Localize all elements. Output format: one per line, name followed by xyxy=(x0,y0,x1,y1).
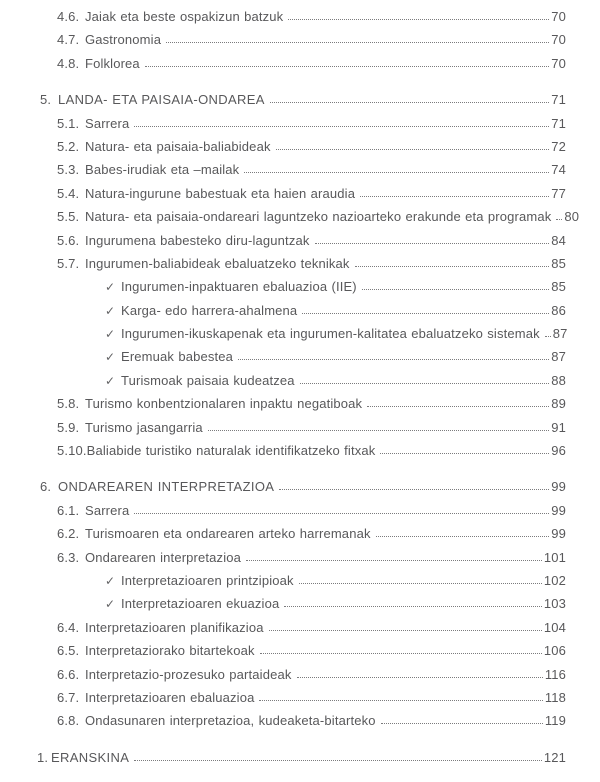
dot-leader xyxy=(367,406,549,407)
dot-leader xyxy=(315,243,550,244)
toc-entry-label: Ondasunaren interpretazioa, kudeaketa-bitarteko xyxy=(85,713,376,729)
dot-leader xyxy=(246,560,542,561)
dot-leader xyxy=(556,219,562,220)
toc-entry-page: 116 xyxy=(544,666,566,682)
toc-entry-page: 106 xyxy=(543,643,566,659)
toc-entry-number: 6. xyxy=(40,479,52,495)
checkmark-icon: ✓ xyxy=(105,573,116,588)
toc-entry[interactable] xyxy=(40,667,566,690)
dot-leader xyxy=(166,42,549,43)
toc-entry-page: 70 xyxy=(551,55,566,71)
toc-entry-page: 72 xyxy=(551,138,566,154)
toc-entry-label: Interpretazioaren ekuazioa xyxy=(121,596,280,612)
toc-entry-page: 87 xyxy=(552,326,568,342)
toc-entry-label: Interpretazio-prozesuko partaideak xyxy=(85,666,292,682)
toc-entry[interactable] xyxy=(40,32,566,55)
toc-entry[interactable] xyxy=(40,9,566,32)
dot-leader xyxy=(545,336,551,337)
dot-leader xyxy=(238,359,549,360)
toc-entry-number: 5.6. xyxy=(57,232,80,248)
toc-entry[interactable] xyxy=(40,396,566,419)
toc-entry-number: 5.4. xyxy=(57,185,80,201)
toc-entry-page: 99 xyxy=(551,502,566,518)
toc-entry-label: Jaiak eta beste ospakizun batzuk xyxy=(85,9,284,24)
toc-entry-number: 5.7. xyxy=(57,255,80,271)
dot-leader xyxy=(297,677,543,678)
toc-entry-number: 4.8. xyxy=(57,55,80,71)
checkmark-icon: ✓ xyxy=(105,373,116,388)
toc-entry-page: 74 xyxy=(551,162,566,178)
toc-list xyxy=(37,9,580,773)
toc-entry[interactable] xyxy=(40,116,566,139)
toc-entry-label: ERANSKINA xyxy=(51,749,130,765)
toc-entry-number: 5.1. xyxy=(57,115,80,131)
toc-entry[interactable] xyxy=(40,373,566,396)
toc-entry-number: 5.8. xyxy=(57,396,80,412)
dot-leader xyxy=(300,383,550,384)
toc-entry[interactable] xyxy=(40,139,566,162)
toc-entry-page: 70 xyxy=(551,32,566,48)
checkmark-icon: ✓ xyxy=(105,350,116,365)
toc-entry-page: 89 xyxy=(551,396,566,412)
dot-leader xyxy=(260,653,542,654)
toc-entry-label: Gastronomia xyxy=(85,32,162,48)
toc-entry-page: 102 xyxy=(543,572,566,588)
toc-entry-page: 121 xyxy=(543,749,566,765)
toc-entry-number: 1. xyxy=(37,749,49,765)
dot-leader xyxy=(360,196,549,197)
toc-entry-page: 99 xyxy=(551,526,566,542)
toc-entry[interactable] xyxy=(40,573,566,596)
toc-entry-page: 85 xyxy=(551,255,566,271)
toc-entry-label: Ingurumen-inpaktuaren ebaluazioa (IIE) xyxy=(121,279,357,295)
toc-entry[interactable] xyxy=(40,209,580,232)
toc-entry-page: 101 xyxy=(543,549,566,565)
toc-entry-label: Interpretazioaren ebaluazioa xyxy=(85,689,255,705)
dot-leader xyxy=(288,19,549,20)
toc-entry[interactable] xyxy=(40,420,566,443)
dot-leader xyxy=(134,126,549,127)
toc-entry-label: Natura- eta paisaia-baliabideak xyxy=(85,138,271,154)
toc-entry-number: 5.3. xyxy=(57,162,80,178)
toc-entry[interactable] xyxy=(40,503,566,526)
toc-entry[interactable] xyxy=(40,690,566,713)
toc-entry-label: Ingurumena babesteko diru-laguntzak xyxy=(85,232,310,248)
toc-entry-label: Karga- edo harrera-ahalmena xyxy=(121,302,298,318)
dot-leader xyxy=(259,700,542,701)
toc-entry[interactable] xyxy=(40,550,566,573)
toc-entry-label: Interpretazioaren planifikazioa xyxy=(85,619,264,635)
toc-entry-label: Natura- eta paisaia-ondareari laguntzeko nazioarteko erakunde eta programak xyxy=(85,209,552,225)
dot-leader xyxy=(270,102,549,103)
dot-leader xyxy=(208,430,549,431)
dot-leader xyxy=(302,313,549,314)
toc-entry-page: 71 xyxy=(551,92,566,108)
toc-entry[interactable] xyxy=(40,233,566,256)
toc-entry-label: Ingurumen-baliabideak ebaluatzeko teknikak xyxy=(85,255,350,271)
toc-entry[interactable] xyxy=(40,479,566,502)
dot-leader xyxy=(362,289,549,290)
toc-entry-page: 118 xyxy=(544,689,566,705)
dot-leader xyxy=(276,149,550,150)
toc-entry-number: 6.3. xyxy=(57,549,80,565)
toc-entry-label: Natura-ingurune babestuak eta haien araudia xyxy=(85,185,356,201)
toc-entry-page: 88 xyxy=(551,372,566,388)
toc-entry-page: 80 xyxy=(564,209,580,225)
toc-entry-page: 84 xyxy=(551,232,566,248)
toc-entry[interactable] xyxy=(40,256,566,279)
toc-entry[interactable] xyxy=(37,750,566,773)
toc-entry-page: 87 xyxy=(551,349,566,365)
dot-leader xyxy=(145,66,549,67)
toc-entry-label: Folklorea xyxy=(85,55,140,71)
dot-leader xyxy=(134,760,542,761)
checkmark-icon: ✓ xyxy=(105,327,116,342)
toc-entry-label: Ingurumen-ikuskapenak eta ingurumen-kalitatea ebaluatzeko sistemak xyxy=(121,326,540,342)
toc-entry[interactable] xyxy=(40,186,566,209)
dot-leader xyxy=(355,266,550,267)
toc-entry-number: 5.2. xyxy=(57,138,80,154)
toc-entry-label: Baliabide turistiko naturalak identifikatzeko fitxak xyxy=(86,443,376,459)
toc-entry[interactable] xyxy=(40,526,566,549)
toc-entry-label: Interpretazioaren printzipioak xyxy=(121,572,294,588)
toc-entry-page: 119 xyxy=(544,713,566,729)
toc-entry-label: LANDA- ETA PAISAIA-ONDAREA xyxy=(58,92,265,108)
toc-entry[interactable] xyxy=(40,326,566,349)
toc-entry-page: 104 xyxy=(543,619,566,635)
dot-leader xyxy=(380,453,549,454)
toc-entry-number: 6.4. xyxy=(57,619,80,635)
toc-entry-label: Sarrera xyxy=(85,502,130,518)
toc-entry-number: 6.7. xyxy=(57,689,80,705)
dot-leader xyxy=(134,513,549,514)
toc-entry-page: 86 xyxy=(551,302,566,318)
dot-leader xyxy=(269,630,542,631)
toc-entry-label: Ondarearen interpretazioa xyxy=(85,549,242,565)
checkmark-icon: ✓ xyxy=(105,280,116,295)
dot-leader xyxy=(244,172,549,173)
toc-entry[interactable] xyxy=(40,279,566,302)
toc-entry-label: Turismo konbentzionalaren inpaktu negatiboak xyxy=(85,396,363,412)
toc-entry-number: 6.8. xyxy=(57,713,80,729)
toc-entry-label: Eremuak babestea xyxy=(121,349,234,365)
toc-entry-page: 70 xyxy=(551,9,566,24)
toc-entry-page: 77 xyxy=(551,185,566,201)
toc-entry[interactable] xyxy=(40,92,566,115)
toc-entry-page: 85 xyxy=(551,279,566,295)
toc-entry-page: 103 xyxy=(543,596,566,612)
toc-entry-page: 91 xyxy=(551,419,566,435)
dot-leader xyxy=(299,583,542,584)
toc-entry[interactable] xyxy=(40,596,566,619)
dot-leader xyxy=(381,723,543,724)
toc-entry[interactable] xyxy=(40,56,566,79)
toc-entry-number: 5.9. xyxy=(57,419,80,435)
dot-leader xyxy=(279,489,549,490)
toc-entry[interactable] xyxy=(40,303,566,326)
toc-entry-page: 99 xyxy=(551,479,566,495)
toc-entry[interactable] xyxy=(40,443,566,466)
dot-leader xyxy=(376,536,550,537)
toc-entry-label: ONDAREAREN INTERPRETAZIOA xyxy=(58,479,275,495)
toc-entry-number: 4.7. xyxy=(57,32,80,48)
toc-entry-number: 5.10. xyxy=(57,443,87,459)
checkmark-icon: ✓ xyxy=(105,597,116,612)
toc-entry-number: 4.6. xyxy=(57,9,80,24)
toc-entry-number: 5. xyxy=(40,92,52,108)
toc-entry-page: 96 xyxy=(551,443,566,459)
toc-entry[interactable] xyxy=(40,162,566,185)
toc-entry-label: Turismoaren eta ondarearen arteko harremanak xyxy=(85,526,371,542)
toc-entry[interactable] xyxy=(40,713,566,736)
toc-entry-label: Turismo jasangarria xyxy=(85,419,203,435)
toc-entry-number: 6.2. xyxy=(57,526,80,542)
toc-entry-number: 6.5. xyxy=(57,643,80,659)
toc-entry-label: Turismoak paisaia kudeatzea xyxy=(121,372,295,388)
toc-entry-page: 71 xyxy=(551,115,566,131)
toc-entry[interactable] xyxy=(40,643,566,666)
toc-entry[interactable] xyxy=(40,349,566,372)
dot-leader xyxy=(284,606,542,607)
toc-entry-label: Interpretaziorako bitartekoak xyxy=(85,643,255,659)
toc-entry-number: 5.5. xyxy=(57,209,80,225)
toc-entry-number: 6.6. xyxy=(57,666,80,682)
toc-entry-number: 6.1. xyxy=(57,502,80,518)
toc-entry-label: Babes-irudiak eta –mailak xyxy=(85,162,240,178)
checkmark-icon: ✓ xyxy=(105,303,116,318)
toc-entry-label: Sarrera xyxy=(85,115,130,131)
toc-entry[interactable] xyxy=(40,620,566,643)
